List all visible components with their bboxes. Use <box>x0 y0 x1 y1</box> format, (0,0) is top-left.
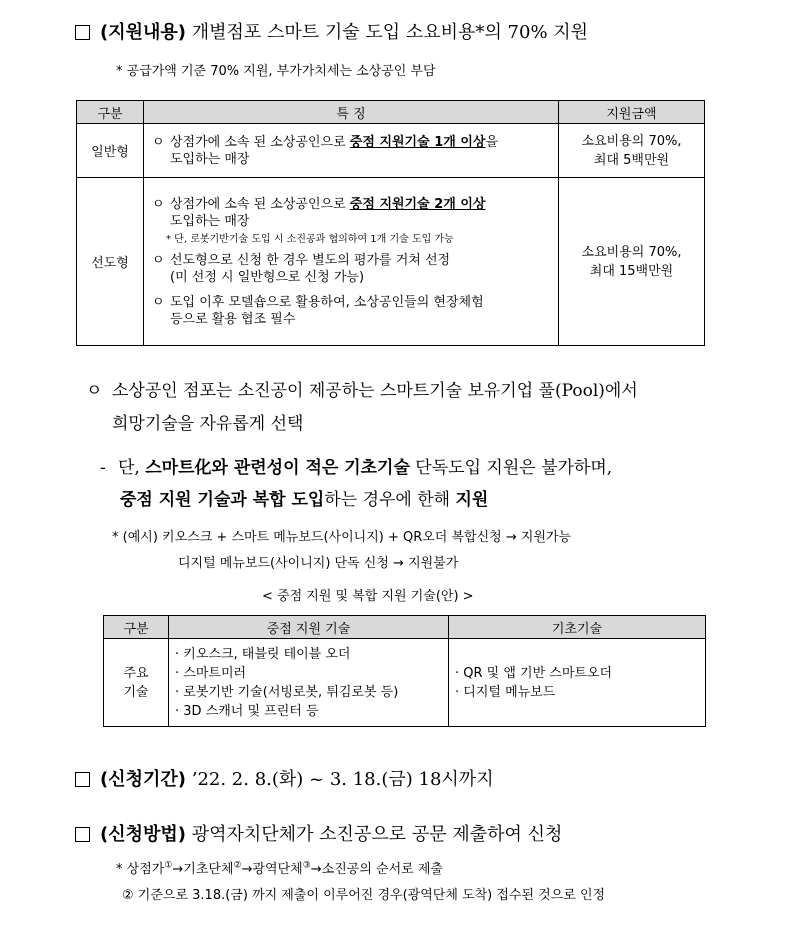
example-line2: 디지털 메뉴보드(사이니지) 단독 신청 → 지원불가 <box>178 556 459 571</box>
section-application-method <box>75 820 562 846</box>
list-item: · 스마트미러 <box>175 665 247 681</box>
feature-text: 도입 이후 모델숍으로 활용하여, 소상공인들의 현장체험 <box>170 294 484 310</box>
submission-deadline-note: ② 기준으로 3.18.(금) 까지 제출이 이루어진 경우(광역단체 도착) 접수된 것으로 인정 <box>122 888 606 903</box>
section-label: (신청방법) <box>100 824 187 845</box>
col-header-basic: 기초기술 <box>449 616 706 639</box>
example-line1: * (예시) 키오스크 + 스마트 메뉴보드(사이니지) + QR오더 복합신청 → 지원가능 <box>112 530 572 545</box>
amount-line: 소요비용의 70%, <box>581 244 682 260</box>
section-support-content <box>75 18 588 44</box>
circled-number: ③ <box>302 860 311 871</box>
tech-table <box>103 615 706 727</box>
paragraph-emphasis: 중점 지원 기술과 복합 도입 <box>120 490 325 510</box>
feature-text: 선도형으로 신청 한 경우 별도의 평가를 거쳐 선정 <box>170 252 451 268</box>
bullet-icon: ㅇ <box>152 294 165 310</box>
feature-text: (미 선정 시 일반형으로 신청 가능) <box>170 269 365 285</box>
amount-line: 최대 5백만원 <box>593 152 670 168</box>
basic-tech-list <box>449 639 706 727</box>
col-header-amount: 지원금액 <box>559 101 705 124</box>
list-item: · 키오스크, 태블릿 테이블 오더 <box>175 646 351 662</box>
table-row-leading <box>77 178 705 346</box>
list-item: · 로봇기반 기술(서빙로봇, 튀김로봇 등) <box>175 684 399 700</box>
table-row-general <box>77 124 705 178</box>
checkbox-square-icon <box>75 25 90 40</box>
table-row-main-tech <box>104 639 706 727</box>
paragraph-text: 단독도입 지원은 불가하며, <box>409 458 613 478</box>
section-label: (신청기간) <box>100 769 187 790</box>
feature-text: 상점가에 소속 된 소상공인으로 <box>170 134 350 150</box>
note-text: →광역단체 <box>241 862 303 877</box>
vat-note: * 공급가액 기준 70% 지원, 부가가치세는 소상공인 부담 <box>116 64 436 79</box>
type-general: 일반형 <box>77 124 144 178</box>
paragraph-text: 하는 경우에 한해 <box>324 490 456 510</box>
feature-emphasis: 중점 지원기술 1개 이상 <box>349 134 486 150</box>
amount-line: 소요비용의 70%, <box>581 133 682 149</box>
tech-table-caption: < 중점 지원 및 복합 지원 기술(안) > <box>262 589 474 604</box>
amount-line: 최대 15백만원 <box>589 263 674 279</box>
dash-marker: - <box>100 458 106 478</box>
paragraph-emphasis: 지원 <box>455 490 489 510</box>
submission-order-note <box>116 858 443 877</box>
col-header-type: 구분 <box>77 101 144 124</box>
section-text: ’22. 2. 8.(화) ~ 3. 18.(금) 18시까지 <box>186 769 494 790</box>
list-item: · 디지털 메뉴보드 <box>455 684 556 700</box>
bullet-icon: ㅇ <box>152 252 165 268</box>
core-tech-list <box>169 639 449 727</box>
pool-paragraph-line1 <box>86 376 638 401</box>
bullet-icon: ㅇ <box>86 381 103 401</box>
checkbox-square-icon <box>75 827 90 842</box>
feature-text: 상점가에 소속 된 소상공인으로 <box>170 196 350 212</box>
note-text: →소진공의 순서로 제출 <box>310 862 443 877</box>
type-main-tech <box>104 639 169 727</box>
amount-leading <box>559 178 705 346</box>
pool-paragraph-line2: 희망기술을 자유롭게 선택 <box>112 414 304 434</box>
restriction-line2 <box>120 485 488 510</box>
note-text: →기초단체 <box>172 862 234 877</box>
type-label: 주요 <box>123 665 149 681</box>
bullet-icon: ㅇ <box>152 134 165 150</box>
section-text: 광역자치단체가 소진공으로 공문 제출하여 신청 <box>186 824 563 845</box>
section-text: 개별점포 스마트 기술 도입 소요비용*의 70% 지원 <box>186 22 589 43</box>
list-item: · 3D 스캐너 및 프린터 등 <box>175 703 319 719</box>
features-general <box>144 124 559 178</box>
list-item: · QR 및 앱 기반 스마트오더 <box>455 665 613 681</box>
note-text: * 상점가 <box>116 862 165 877</box>
features-leading <box>144 178 559 346</box>
paragraph-emphasis: 스마트化와 관련성이 적은 기초기술 <box>145 458 410 478</box>
amount-general <box>559 124 705 178</box>
feature-text: 도입하는 매장 <box>170 151 250 167</box>
col-header-type: 구분 <box>104 616 169 639</box>
col-header-features: 특 징 <box>144 101 559 124</box>
circled-number: ② <box>233 860 242 871</box>
feature-emphasis: 중점 지원기술 2개 이상 <box>349 196 486 212</box>
feature-text: 을 <box>485 134 499 150</box>
type-label: 기술 <box>123 684 149 700</box>
type-leading: 선도형 <box>77 178 144 346</box>
bullet-icon: ㅇ <box>152 196 165 212</box>
restriction-line1 <box>100 453 612 478</box>
paragraph-text: 소상공인 점포는 소진공이 제공하는 스마트기술 보유기업 풀(Pool)에서 <box>112 381 638 401</box>
col-header-core: 중점 지원 기술 <box>169 616 449 639</box>
checkbox-square-icon <box>75 772 90 787</box>
feature-text: 도입하는 매장 <box>170 213 250 229</box>
support-type-table <box>76 100 705 346</box>
robot-exception-note: * 단, 로봇기반기술 도입 시 소진공과 협의하여 1개 기술 도입 가능 <box>166 233 454 245</box>
paragraph-text: 단, <box>118 458 146 478</box>
section-application-period <box>75 765 494 791</box>
feature-text: 등으로 활용 협조 필수 <box>170 311 296 327</box>
section-label: (지원내용) <box>100 22 187 43</box>
circled-number: ① <box>164 860 173 871</box>
